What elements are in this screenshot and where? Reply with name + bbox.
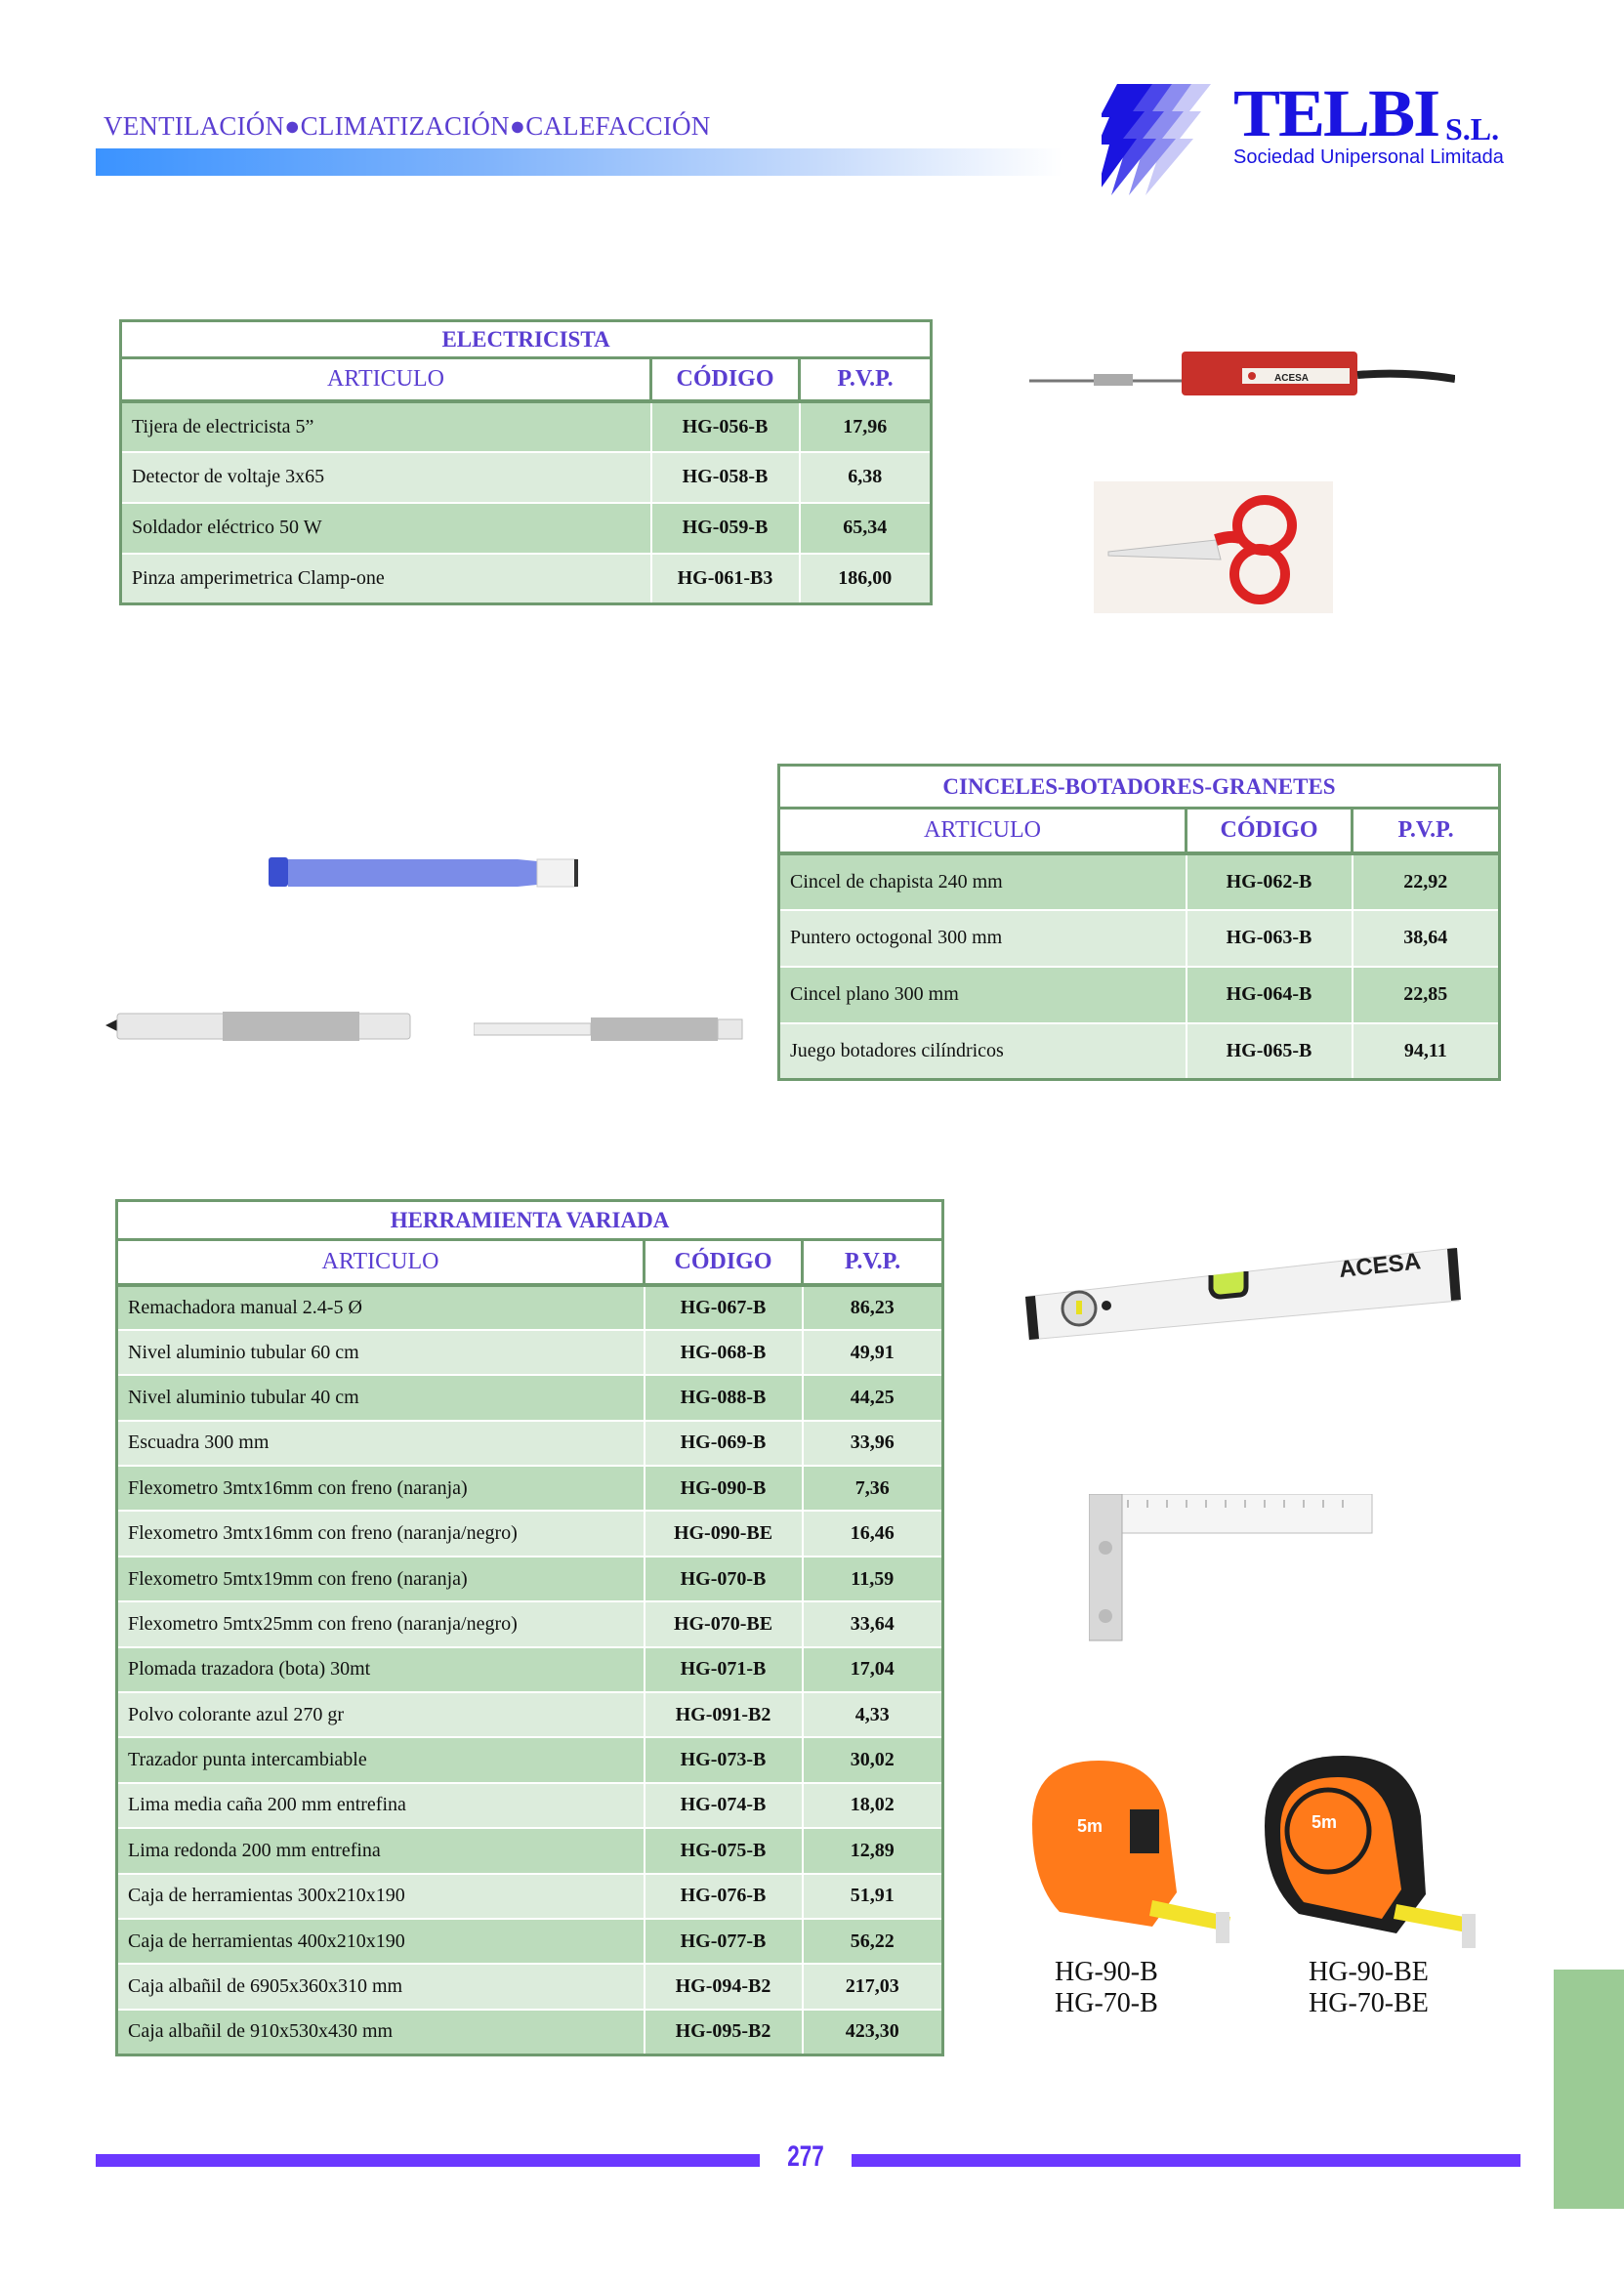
cell-pvp: 18,02 [803, 1783, 943, 1828]
cell-codigo: HG-058-B [651, 452, 800, 503]
table-row [117, 1511, 943, 1556]
level-brand: ACESA [1337, 1248, 1423, 1283]
cell-articulo: Soldador eléctrico 50 W [121, 503, 651, 554]
cell-codigo: HG-071-B [645, 1647, 803, 1692]
table-body [117, 1285, 943, 2055]
cell-articulo: Puntero octogonal 300 mm [779, 910, 1187, 967]
cell-codigo: HG-061-B3 [651, 554, 800, 604]
herramienta-variada-table [115, 1199, 944, 2056]
cell-codigo: HG-076-B [645, 1874, 803, 1919]
table-row [117, 2010, 943, 2055]
cell-pvp: 217,03 [803, 1964, 943, 2009]
logo-subtitle: Sociedad Unipersonal Limitada [1233, 146, 1504, 168]
cell-articulo: Caja de herramientas 400x210x190 [117, 1919, 645, 1964]
cell-pvp: 86,23 [803, 1285, 943, 1330]
cell-articulo: Nivel aluminio tubular 40 cm [117, 1375, 645, 1420]
column-header-codigo: CÓDIGO [651, 358, 800, 401]
cell-pvp: 186,00 [800, 554, 932, 604]
table-row [117, 1692, 943, 1737]
cell-pvp: 17,96 [800, 401, 932, 452]
lightning-bolt-icon [1102, 82, 1233, 197]
table-row [117, 1466, 943, 1511]
cell-pvp: 33,64 [803, 1601, 943, 1646]
soldering-iron-image [1025, 342, 1455, 415]
table-row [117, 1601, 943, 1646]
cell-pvp: 22,92 [1353, 853, 1500, 910]
cell-codigo: HG-075-B [645, 1828, 803, 1873]
table-row [117, 1737, 943, 1782]
cell-codigo: HG-068-B [645, 1330, 803, 1375]
cell-codigo: HG-095-B2 [645, 2010, 803, 2055]
chisel-image [264, 850, 586, 898]
soldering-iron-brand: ACESA [1274, 373, 1310, 384]
tape-orange-caption [1055, 1957, 1158, 2019]
table-row [121, 503, 932, 554]
column-header-codigo: CÓDIGO [645, 1240, 803, 1285]
column-header-articulo: ARTICULO [779, 809, 1187, 853]
cell-articulo: Plomada trazadora (bota) 30mt [117, 1647, 645, 1692]
caption-line: HG-90-B [1055, 1957, 1158, 1987]
cell-pvp: 94,11 [1353, 1023, 1500, 1080]
cell-codigo: HG-090-BE [645, 1511, 803, 1556]
cell-codigo: HG-074-B [645, 1783, 803, 1828]
cell-articulo: Lima redonda 200 mm entrefina [117, 1828, 645, 1873]
pin-punch-image [474, 1014, 747, 1048]
table-row [779, 1023, 1500, 1080]
scissors-image [1094, 481, 1333, 613]
table-row [121, 401, 932, 452]
cell-codigo: HG-065-B [1187, 1023, 1353, 1080]
tape-size-label: 5m [1077, 1816, 1103, 1836]
cell-articulo: Flexometro 5mtx19mm con freno (naranja) [117, 1557, 645, 1601]
tape-measure-black-image [1255, 1748, 1489, 1953]
cell-pvp: 7,36 [803, 1466, 943, 1511]
cell-codigo: HG-077-B [645, 1919, 803, 1964]
cell-articulo: Caja de herramientas 300x210x190 [117, 1874, 645, 1919]
footer-bar-left [96, 2154, 760, 2167]
center-punch-image [105, 1006, 428, 1050]
header-gradient-bar [96, 148, 1062, 176]
cell-articulo: Flexometro 3mtx16mm con freno (naranja) [117, 1466, 645, 1511]
cell-articulo: Nivel aluminio tubular 60 cm [117, 1330, 645, 1375]
cell-pvp: 16,46 [803, 1511, 943, 1556]
table-row [779, 967, 1500, 1023]
cell-pvp: 4,33 [803, 1692, 943, 1737]
cell-pvp: 22,85 [1353, 967, 1500, 1023]
table-row [779, 853, 1500, 910]
cell-pvp: 49,91 [803, 1330, 943, 1375]
cell-codigo: HG-088-B [645, 1375, 803, 1420]
cell-articulo: Caja albañil de 6905x360x310 mm [117, 1964, 645, 2009]
tape-measure-orange-image [1020, 1756, 1235, 1946]
column-header-articulo: ARTICULO [121, 358, 651, 401]
cell-pvp: 44,25 [803, 1375, 943, 1420]
table-title: ELECTRICISTA [121, 321, 932, 358]
cell-articulo: Pinza amperimetrica Clamp-one [121, 554, 651, 604]
electricista-table [119, 319, 933, 605]
section-side-tab [1554, 1970, 1624, 2209]
cell-codigo: HG-059-B [651, 503, 800, 554]
cell-codigo: HG-056-B [651, 401, 800, 452]
cell-pvp: 6,38 [800, 452, 932, 503]
caption-line: HG-70-BE [1309, 1988, 1429, 2018]
cell-codigo: HG-070-BE [645, 1601, 803, 1646]
cell-articulo: Cincel plano 300 mm [779, 967, 1187, 1023]
cell-pvp: 423,30 [803, 2010, 943, 2055]
table-row [117, 1783, 943, 1828]
cell-articulo: Caja albañil de 910x530x430 mm [117, 2010, 645, 2055]
cell-articulo: Trazador punta intercambiable [117, 1737, 645, 1782]
cell-pvp: 65,34 [800, 503, 932, 554]
cell-articulo: Remachadora manual 2.4-5 Ø [117, 1285, 645, 1330]
cell-pvp: 17,04 [803, 1647, 943, 1692]
cell-codigo: HG-069-B [645, 1421, 803, 1466]
cell-codigo: HG-073-B [645, 1737, 803, 1782]
column-header-pvp: P.V.P. [803, 1240, 943, 1285]
column-header-pvp: P.V.P. [800, 358, 932, 401]
cell-codigo: HG-090-B [645, 1466, 803, 1511]
cell-codigo: HG-064-B [1187, 967, 1353, 1023]
table-row [117, 1285, 943, 1330]
cell-pvp: 11,59 [803, 1557, 943, 1601]
cell-articulo: Lima media caña 200 mm entrefina [117, 1783, 645, 1828]
cell-codigo: HG-091-B2 [645, 1692, 803, 1737]
column-header-pvp: P.V.P. [1353, 809, 1500, 853]
cell-articulo: Detector de voltaje 3x65 [121, 452, 651, 503]
table-title: HERRAMIENTA VARIADA [117, 1201, 943, 1240]
table-row [117, 1919, 943, 1964]
table-row [121, 452, 932, 503]
logo-name: TELBI [1233, 76, 1439, 150]
cell-articulo: Cincel de chapista 240 mm [779, 853, 1187, 910]
table-row [779, 910, 1500, 967]
footer-bar-right [852, 2154, 1520, 2167]
page-number: 277 [787, 2140, 824, 2173]
table-row [117, 1421, 943, 1466]
cell-articulo: Escuadra 300 mm [117, 1421, 645, 1466]
cell-pvp: 12,89 [803, 1828, 943, 1873]
cell-pvp: 33,96 [803, 1421, 943, 1466]
caption-line: HG-90-BE [1309, 1957, 1429, 1987]
caption-line: HG-70-B [1055, 1988, 1158, 2018]
cell-codigo: HG-094-B2 [645, 1964, 803, 2009]
spirit-level-image [1025, 1240, 1465, 1348]
cell-codigo: HG-062-B [1187, 853, 1353, 910]
column-header-codigo: CÓDIGO [1187, 809, 1353, 853]
tape-size-label: 5m [1312, 1812, 1338, 1832]
cell-pvp: 38,64 [1353, 910, 1500, 967]
try-square-image [1089, 1494, 1382, 1645]
table-row [117, 1375, 943, 1420]
tape-black-caption [1309, 1957, 1429, 2019]
cinceles-table [777, 764, 1501, 1081]
table-row [117, 1557, 943, 1601]
column-header-articulo: ARTICULO [117, 1240, 645, 1285]
logo-suffix: S.L. [1445, 111, 1500, 146]
cell-codigo: HG-067-B [645, 1285, 803, 1330]
table-row [117, 1647, 943, 1692]
table-row [117, 1964, 943, 2009]
table-title: CINCELES-BOTADORES-GRANETES [779, 766, 1500, 809]
cell-codigo: HG-070-B [645, 1557, 803, 1601]
cell-codigo: HG-063-B [1187, 910, 1353, 967]
header-tagline: VENTILACIÓN●CLIMATIZACIÓN●CALEFACCIÓN [104, 111, 711, 141]
cell-articulo: Juego botadores cilíndricos [779, 1023, 1187, 1080]
cell-pvp: 51,91 [803, 1874, 943, 1919]
cell-articulo: Tijera de electricista 5” [121, 401, 651, 452]
table-row [121, 554, 932, 604]
cell-pvp: 56,22 [803, 1919, 943, 1964]
cell-articulo: Flexometro 3mtx16mm con freno (naranja/negro) [117, 1511, 645, 1556]
table-row [117, 1828, 943, 1873]
cell-articulo: Flexometro 5mtx25mm con freno (naranja/negro) [117, 1601, 645, 1646]
cell-pvp: 30,02 [803, 1737, 943, 1782]
table-row [117, 1330, 943, 1375]
cell-articulo: Polvo colorante azul 270 gr [117, 1692, 645, 1737]
table-row [117, 1874, 943, 1919]
